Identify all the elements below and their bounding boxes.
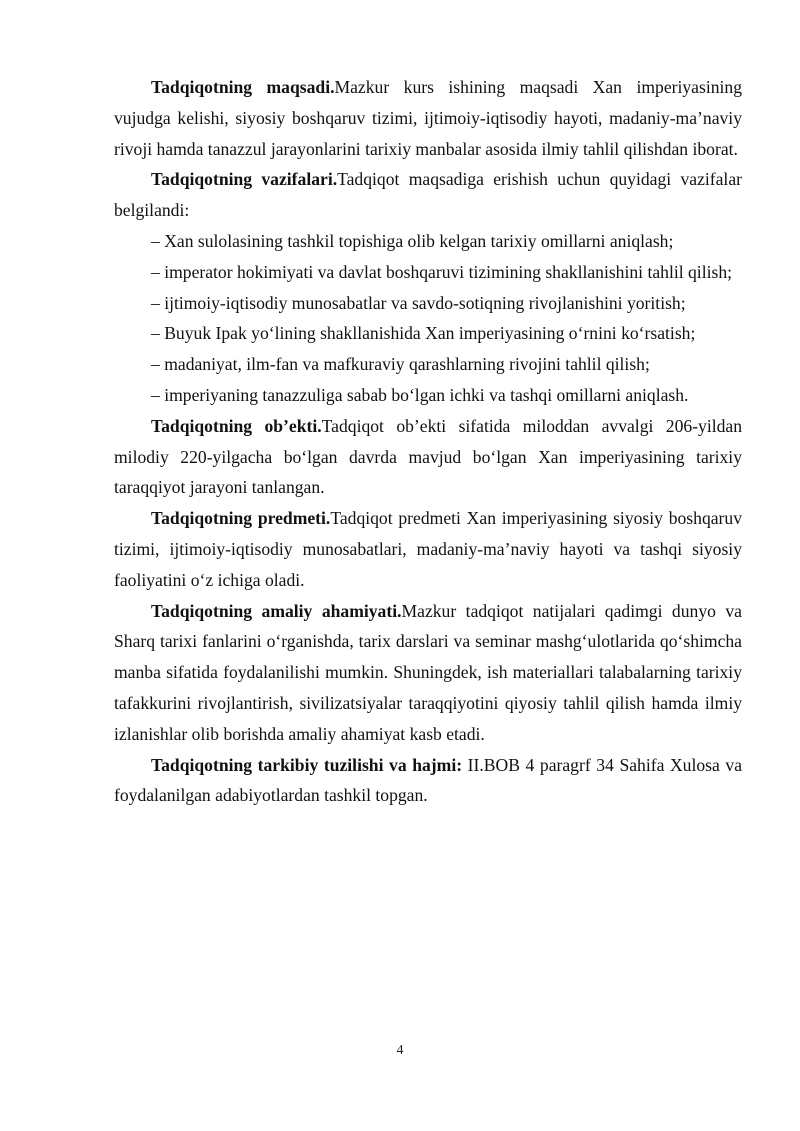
vazifa-item: – ijtimoiy-iqtisodiy munosabatlar va savdo-sotiqning rivojlanishini yoritish;: [151, 292, 686, 313]
amaliy-paragraph: [114, 596, 742, 750]
vazifa-item: – Xan sulolasining tashkil topishiga olib kelgan tarixiy omillarni aniqlash;: [151, 230, 674, 251]
tarkib-heading: Tadqiqotning tarkibiy tuzilishi va hajmi:: [151, 754, 463, 775]
maqsad-paragraph: [114, 72, 742, 164]
vazifa-item: – imperiyaning tanazzuliga sabab bo‘lgan ichki va tashqi omillarni aniqlash.: [151, 384, 689, 405]
vazifa-item: – imperator hokimiyati va davlat boshqaruvi tizimining shakllanishini tahlil qilish;: [151, 261, 732, 282]
amaliy-heading: Tadqiqotning amaliy ahamiyati.: [151, 600, 402, 621]
predmet-heading: Tadqiqotning predmeti.: [151, 508, 331, 529]
predmet-text: Tadqiqot predmeti Xan imperiyasining siyosiy boshqaruv tizimi, ijtimoiy-iqtisodiy munosabatlari, madaniy-ma’naviy hayoti va tashqi siyosiy faoliyatini o‘z ichiga oladi.: [114, 508, 743, 590]
vazifalar-text: Tadqiqot maqsadiga erishish uchun quyidagi vazifalar belgilandi:: [114, 169, 742, 221]
predmet-paragraph: [114, 503, 742, 595]
vazifa-item: – madaniyat, ilm-fan va mafkuraviy qarashlarning rivojini tahlil qilish;: [151, 354, 650, 375]
page-body: [114, 72, 742, 811]
vazifalar-heading: Tadqiqotning vazifalari.: [151, 169, 338, 190]
page-number: 4: [396, 1043, 404, 1058]
obekt-paragraph: [114, 411, 742, 503]
amaliy-text: Mazkur tadqiqot natijalari qadimgi dunyo va Sharq tarixi fanlarini o‘rganishda, tarix darslari va seminar mashg‘ulotlarida qo‘shimcha manba sifatida foydalanilishi mumkin. Shuningdek, ish materiallari talabalarning tarixiy tafakkurini rivojlantirish, sivilizatsiyalar taraqqiyotini qiyosiy tahlil qilish hamda ilmiy izlanishlar olib borishda amaliy ahamiyat kasb etadi.: [114, 600, 742, 744]
tarkib-text: II.BOB 4 paragrf 34 Sahifa Xulosa va foydalanilgan adabiyotlardan tashkil topgan.: [114, 754, 743, 806]
obekt-text: Tadqiqot ob’ekti sifatida miloddan avvalgi 206-yildan milodiy 220-yilgacha bo‘lgan davrda mavjud bo‘lgan Xan imperiyasining tarixiy taraqqiyot jarayoni tanlangan.: [114, 415, 743, 498]
vazifalar-paragraph: [114, 164, 742, 226]
maqsad-heading: Tadqiqotning maqsadi.: [151, 77, 335, 97]
obekt-heading: Tadqiqotning ob’ekti.: [151, 415, 322, 436]
vazifa-item: – Buyuk Ipak yo‘lining shakllanishida Xan imperiyasining o‘rnini ko‘rsatish;: [151, 323, 696, 344]
tarkib-paragraph: [114, 750, 742, 812]
maqsad-text: Mazkur kurs ishining maqsadi Xan imperiyasining vujudga kelishi, siyosiy boshqaruv tizimi, ijtimoiy-iqtisodiy hayoti, madaniy-ma’naviy rivoji hamda tanazzul jarayonlarini tarixiy manbalar asosida ilmiy tahlil qilishdan iborat.: [114, 77, 742, 159]
